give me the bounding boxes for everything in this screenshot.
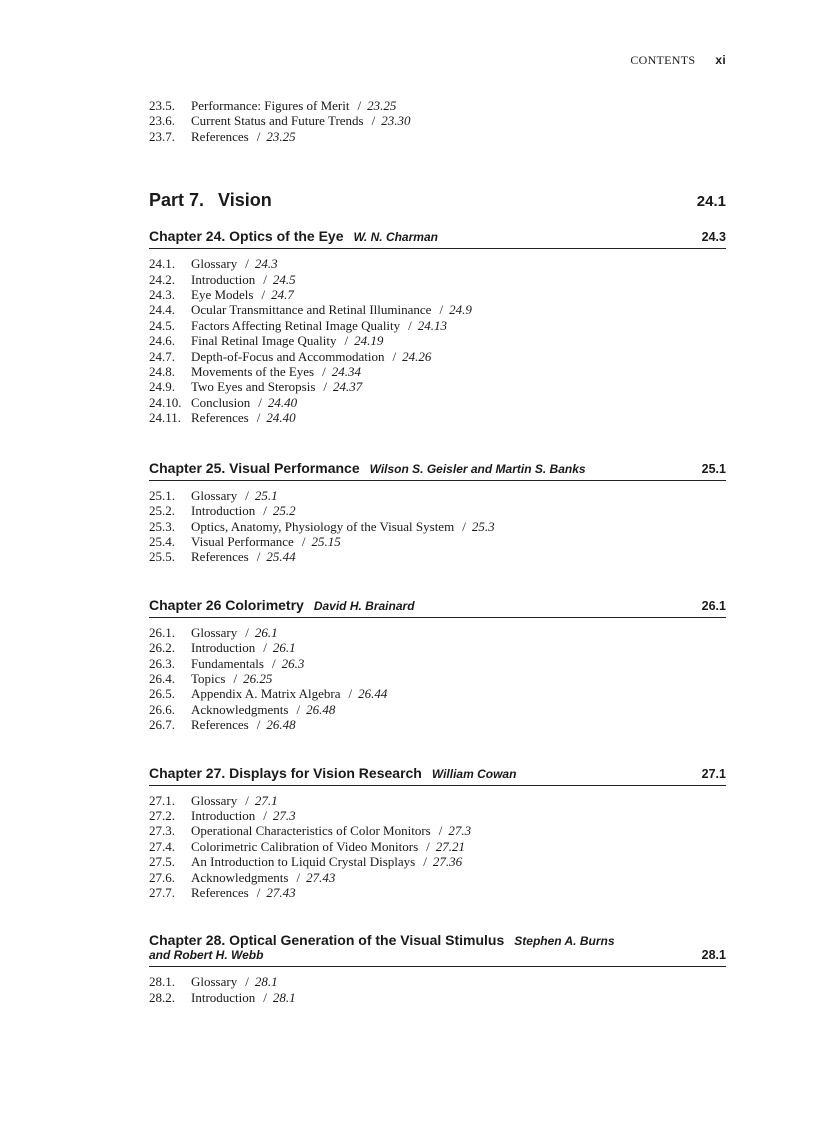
chapter-page: 27.1 (701, 766, 726, 781)
entry-number: 27.4. (149, 838, 175, 854)
entry-page: 26.1 (272, 640, 296, 656)
entry-title: Movements of the Eyes (191, 364, 315, 380)
chapter-heading[interactable] (149, 932, 726, 967)
entry-title: Operational Characteristics of Color Monitors (191, 823, 431, 839)
entry-separator: / (296, 701, 301, 717)
toc-entry[interactable] (149, 488, 726, 503)
entry-number: 27.5. (149, 854, 175, 870)
entry-number: 24.8. (149, 364, 175, 380)
entry-number: 27.2. (149, 807, 175, 823)
chapter-author: Stephen A. Burns (514, 934, 615, 949)
entry-page: 26.48 (306, 701, 336, 717)
part-heading (149, 190, 726, 211)
entry-page: 25.1 (254, 487, 278, 503)
chapter-author-continued: and Robert H. Webb (149, 948, 264, 963)
entry-separator: / (245, 487, 249, 503)
entry-page: 25.44 (266, 549, 296, 565)
page-number: xi (715, 53, 726, 67)
entry-title: Depth-of-Focus and Accommodation (191, 348, 385, 364)
chapter-page: 28.1 (701, 948, 726, 963)
chapter-entries (149, 256, 726, 425)
entry-page: 24.26 (402, 348, 432, 364)
toc-entry[interactable] (149, 549, 726, 564)
entry-separator: / (392, 348, 397, 364)
entry-title: Acknowledgments (191, 869, 289, 885)
entry-separator: / (323, 379, 328, 395)
toc-entry[interactable] (149, 640, 726, 655)
entry-number: 26.1. (149, 624, 175, 640)
entry-separator: / (245, 974, 249, 990)
entry-title: Introduction (191, 640, 256, 656)
entry-page: 25.15 (311, 533, 341, 549)
toc-entry[interactable] (149, 534, 726, 549)
entry-separator: / (462, 518, 466, 534)
entry-page: 26.3 (281, 655, 305, 671)
toc-entry[interactable] (149, 98, 726, 113)
entry-title: References (191, 128, 249, 144)
entry-number: 26.7. (149, 717, 175, 733)
entry-separator: / (296, 869, 301, 885)
entry-number: 24.5. (149, 317, 175, 333)
entry-number: 24.1. (149, 256, 175, 272)
chapter-title: Chapter 28. Optical Generation of the Visual Stimulus (149, 932, 505, 949)
entry-title: Eye Models (191, 287, 254, 303)
entry-page: 28.1 (272, 989, 296, 1005)
chapter-entries (149, 974, 726, 1005)
entry-title: Introduction (191, 503, 256, 519)
entry-number: 24.10. (149, 394, 182, 410)
entry-title: Glossary (191, 792, 238, 808)
entry-title: Introduction (191, 989, 256, 1005)
toc-entry[interactable] (149, 333, 726, 348)
entry-separator: / (256, 717, 261, 733)
entry-title: Two Eyes and Steropsis (191, 379, 316, 395)
entry-page: 24.40 (266, 410, 296, 426)
entry-number: 25.1. (149, 487, 175, 503)
toc-entry[interactable] (149, 318, 726, 333)
entry-title: Appendix A. Matrix Algebra (191, 686, 341, 702)
entry-number: 27.3. (149, 823, 175, 839)
chapter-entries (149, 488, 726, 565)
entry-separator: / (261, 287, 266, 303)
chapter-block (149, 932, 726, 1005)
entry-separator: / (438, 823, 443, 839)
entry-number: 23.5. (149, 98, 175, 113)
entry-page: 26.48 (266, 717, 296, 733)
chapter-page: 25.1 (701, 461, 726, 476)
entry-separator: / (408, 317, 412, 333)
entry-separator: / (245, 256, 249, 272)
toc-entry[interactable] (149, 625, 726, 640)
entry-page: 27.3 (272, 807, 296, 823)
entry-page: 27.43 (306, 869, 336, 885)
entry-page: 24.37 (333, 379, 363, 395)
toc-content (149, 98, 726, 1005)
previous-chapter-entries (149, 98, 726, 144)
entry-title: Glossary (191, 256, 238, 272)
toc-entry[interactable] (149, 302, 726, 317)
entry-title: Acknowledgments (191, 701, 289, 717)
entry-title: Introduction (191, 271, 256, 287)
entry-separator: / (322, 364, 326, 380)
entry-title: Colorimetric Calibration of Video Monitors (191, 838, 419, 854)
entry-number: 27.1. (149, 792, 175, 808)
toc-entry[interactable] (149, 808, 726, 823)
entry-separator: / (357, 98, 362, 113)
chapter-page: 24.3 (701, 230, 726, 245)
entry-page: 28.1 (254, 974, 278, 990)
entry-title: References (191, 549, 249, 565)
toc-entry[interactable] (149, 793, 726, 808)
chapter-list (149, 228, 726, 1005)
toc-entry[interactable] (149, 256, 726, 271)
entry-number: 25.4. (149, 533, 175, 549)
entry-separator: / (263, 807, 267, 823)
entry-number: 24.9. (149, 379, 175, 395)
entry-page: 26.1 (254, 624, 278, 640)
entry-title: Final Retinal Image Quality (191, 333, 337, 349)
entry-page: 24.13 (417, 317, 448, 333)
entry-page: 27.1 (254, 792, 278, 808)
entry-separator: / (263, 271, 267, 287)
toc-entry[interactable] (149, 113, 726, 128)
chapter-author: W. N. Charman (353, 230, 438, 245)
entry-separator: / (263, 503, 267, 519)
entry-page: 25.2 (272, 503, 296, 519)
chapter-author: William Cowan (431, 766, 517, 781)
entry-page: 27.43 (266, 885, 296, 900)
entry-separator: / (256, 410, 261, 426)
entry-separator: / (301, 533, 306, 549)
toc-entry[interactable] (149, 395, 726, 410)
entry-title: References (191, 717, 249, 733)
entry-number: 24.4. (149, 302, 175, 318)
chapter-heading[interactable] (149, 460, 726, 481)
entry-page: 24.3 (254, 256, 278, 272)
entry-page: 23.25 (266, 128, 296, 144)
toc-entry[interactable] (149, 702, 726, 717)
entry-separator: / (256, 128, 261, 144)
chapter-title: Chapter 27. Displays for Vision Research (149, 764, 422, 781)
entry-number: 26.2. (149, 640, 175, 656)
entry-title: An Introduction to Liquid Crystal Displays (191, 854, 416, 870)
toc-entry[interactable] (149, 839, 726, 854)
entry-title: Performance: Figures of Merit (191, 98, 350, 113)
entry-page: 26.25 (243, 670, 273, 686)
part-label: Part 7. (149, 190, 205, 211)
entry-title: Introduction (191, 807, 256, 823)
chapter-author: Wilson S. Geisler and Martin S. Banks (369, 461, 586, 476)
entry-separator: / (245, 624, 249, 640)
chapter-author: David H. Brainard (313, 598, 415, 613)
toc-entry[interactable] (149, 686, 726, 701)
toc-entry[interactable] (149, 717, 726, 732)
entry-separator: / (439, 302, 444, 318)
entry-title: Optics, Anatomy, Physiology of the Visual System (191, 518, 455, 534)
toc-entry[interactable] (149, 870, 726, 885)
part-title: Vision (218, 190, 272, 211)
entry-separator: / (348, 686, 353, 702)
entry-page: 24.9 (449, 302, 472, 318)
entry-separator: / (423, 854, 427, 870)
chapter-block (149, 228, 726, 425)
entry-number: 27.7. (149, 885, 175, 900)
entry-title: Visual Performance (191, 533, 294, 549)
entry-number: 23.6. (149, 113, 175, 129)
entry-separator: / (233, 670, 238, 686)
entry-number: 26.4. (149, 670, 175, 686)
toc-entry[interactable] (149, 990, 726, 1005)
toc-entry[interactable] (149, 503, 726, 518)
entry-number: 26.3. (149, 655, 175, 671)
entry-page: 27.36 (432, 854, 463, 870)
entry-page: 26.44 (358, 686, 388, 702)
toc-entry[interactable] (149, 129, 726, 144)
entry-title: Glossary (191, 974, 238, 990)
entry-page: 23.25 (367, 98, 397, 113)
running-head (630, 53, 726, 68)
entry-number: 23.7. (149, 128, 175, 144)
entry-title: Ocular Transmittance and Retinal Illuminance (191, 302, 432, 318)
chapter-page: 26.1 (701, 598, 726, 613)
toc-entry[interactable] (149, 671, 726, 686)
entry-page: 27.3 (448, 823, 472, 839)
toc-entry[interactable] (149, 379, 726, 394)
part-page: 24.1 (696, 193, 726, 211)
chapter-heading[interactable] (149, 228, 726, 249)
running-head-label: CONTENTS (630, 53, 696, 67)
entry-page: 24.19 (354, 333, 384, 349)
chapter-heading[interactable] (149, 597, 726, 618)
entry-page: 25.3 (471, 518, 495, 534)
toc-entry[interactable] (149, 349, 726, 364)
entry-separator: / (256, 549, 261, 565)
entry-page: 27.21 (435, 838, 466, 854)
entry-separator: / (258, 394, 262, 410)
chapter-entries (149, 793, 726, 901)
chapter-heading[interactable] (149, 765, 726, 786)
entry-separator: / (263, 640, 267, 656)
entry-separator: / (263, 989, 267, 1005)
chapter-block (149, 765, 726, 901)
chapter-title: Chapter 25. Visual Performance (149, 459, 360, 476)
entry-number: 25.2. (149, 503, 175, 519)
toc-entry[interactable] (149, 656, 726, 671)
entry-number: 24.6. (149, 333, 175, 349)
toc-entry[interactable] (149, 519, 726, 534)
entry-separator: / (344, 333, 349, 349)
chapter-title: Chapter 26 Colorimetry (149, 596, 304, 613)
chapter-block (149, 460, 726, 565)
entry-number: 25.3. (149, 518, 175, 534)
entry-page: 24.40 (267, 394, 298, 410)
entry-number: 25.5. (149, 549, 175, 565)
entry-title: References (191, 885, 249, 900)
toc-entry[interactable] (149, 364, 726, 379)
entry-page: 24.5 (272, 271, 296, 287)
toc-entry[interactable] (149, 854, 726, 869)
entry-page: 24.34 (331, 364, 361, 380)
entry-title: Glossary (191, 487, 238, 503)
entry-title: Conclusion (191, 394, 251, 410)
entry-separator: / (271, 655, 276, 671)
entry-number: 27.6. (149, 869, 175, 885)
entry-page: 23.30 (381, 113, 411, 129)
entry-title: Topics (191, 670, 226, 686)
entry-number: 26.5. (149, 686, 175, 702)
entry-title: Factors Affecting Retinal Image Quality (191, 317, 401, 333)
entry-title: References (191, 410, 249, 426)
entry-number: 28.2. (149, 989, 175, 1005)
toc-entry[interactable] (149, 287, 726, 302)
toc-entry[interactable] (149, 823, 726, 838)
entry-number: 24.7. (149, 348, 175, 364)
entry-title: Fundamentals (191, 655, 264, 671)
entry-separator: / (256, 885, 261, 900)
entry-number: 24.2. (149, 271, 175, 287)
entry-number: 24.11. (149, 410, 182, 426)
chapter-entries (149, 625, 726, 733)
entry-title: Current Status and Future Trends (191, 113, 364, 129)
entry-number: 24.3. (149, 287, 175, 303)
entry-page: 24.7 (271, 287, 294, 303)
entry-number: 26.6. (149, 701, 175, 717)
toc-entry[interactable] (149, 410, 726, 425)
chapter-block (149, 597, 726, 733)
chapter-title: Chapter 24. Optics of the Eye (149, 228, 344, 245)
entry-number: 28.1. (149, 974, 175, 990)
toc-entry[interactable] (149, 974, 726, 989)
toc-entry[interactable] (149, 272, 726, 287)
entry-separator: / (245, 792, 249, 808)
entry-separator: / (426, 838, 430, 854)
toc-entry[interactable] (149, 885, 726, 900)
entry-separator: / (371, 113, 376, 129)
entry-title: Glossary (191, 624, 238, 640)
